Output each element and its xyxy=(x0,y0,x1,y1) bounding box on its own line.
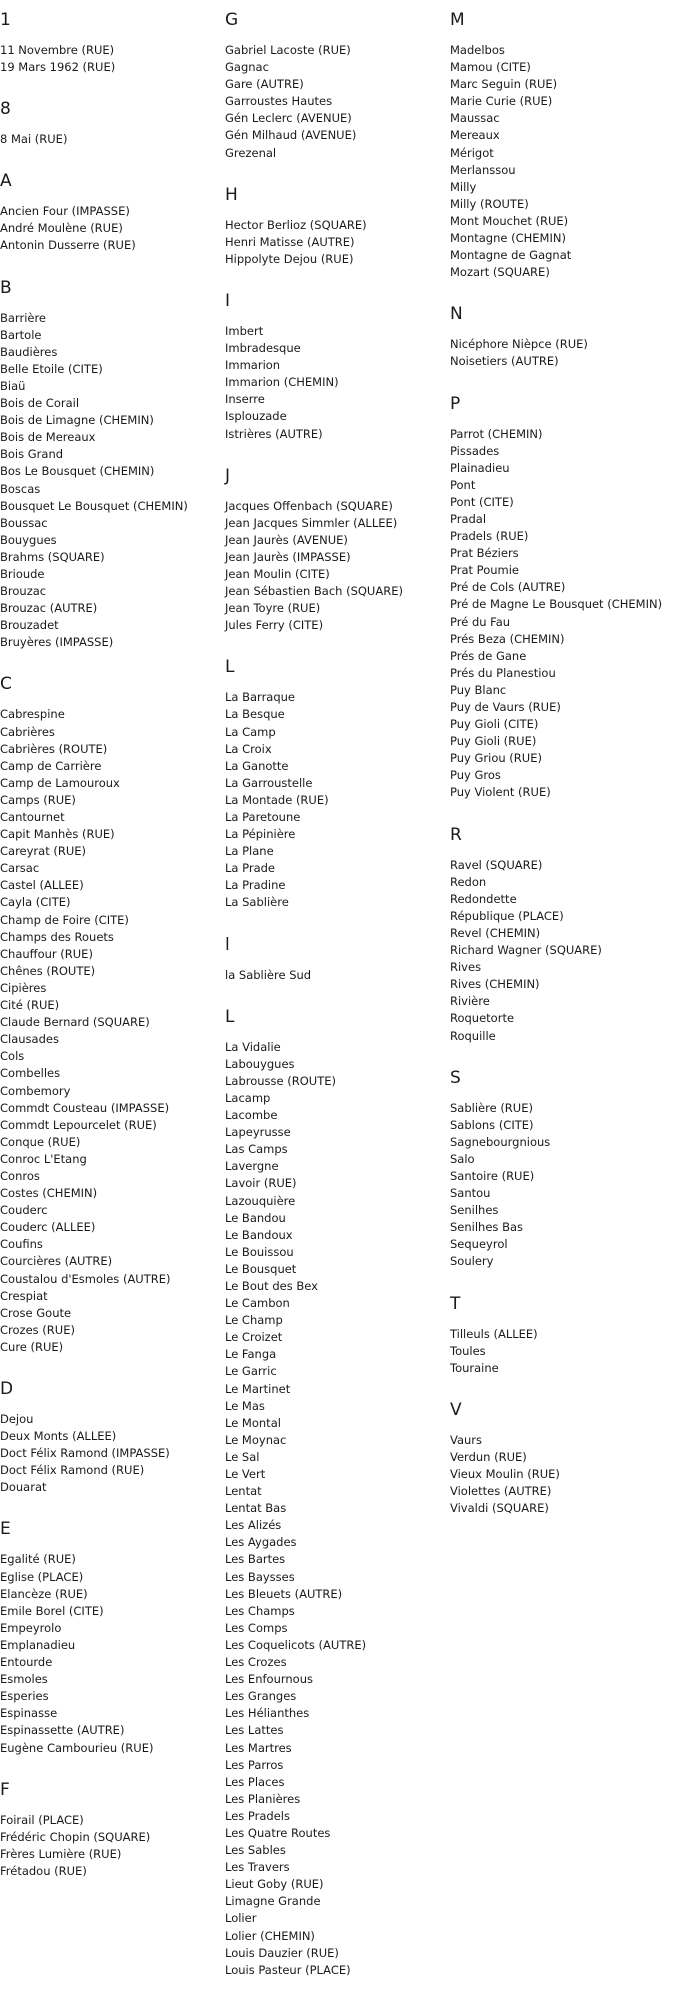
street-name: Les Crozes xyxy=(225,1655,287,1670)
street-name: Labrousse (ROUTE) xyxy=(225,1073,336,1088)
street-name: Bois de Mereaux xyxy=(0,430,96,445)
street-name: Pradels (RUE) xyxy=(450,529,529,544)
street-name: Puy Gros xyxy=(450,768,501,783)
street-name: Esmoles xyxy=(0,1672,48,1687)
street-name: Grezenal xyxy=(225,145,277,160)
street-name: Crozes (RUE) xyxy=(0,1322,75,1337)
street-name: Les Martres xyxy=(225,1740,292,1755)
letter-group xyxy=(225,657,445,911)
street-name: Maussac xyxy=(450,111,500,126)
letter-heading: 1 xyxy=(0,10,11,30)
street-name: Baudières xyxy=(0,344,58,359)
street-name: Emile Borel (CITE) xyxy=(0,1603,104,1618)
street-name: Prat Béziers xyxy=(450,546,519,561)
street-name: Le Bandou xyxy=(225,1210,286,1225)
street-name: Les Pradels xyxy=(225,1808,290,1823)
street-name: Soulery xyxy=(450,1254,494,1269)
letter-group xyxy=(450,1400,670,1517)
street-name: Les Granges xyxy=(225,1689,297,1704)
street-name: Les Alizés xyxy=(225,1518,282,1533)
letter-group xyxy=(450,1068,670,1271)
street-name: Coufins xyxy=(0,1237,43,1252)
street-name: Sequeyrol xyxy=(450,1237,508,1252)
street-name: Immarion (CHEMIN) xyxy=(225,375,339,390)
street-name: Bois de Limagne (CHEMIN) xyxy=(0,413,154,428)
street-name: Le Bout des Bex xyxy=(225,1278,318,1293)
street-name: La Camp xyxy=(225,724,276,739)
street-name: Le Croizet xyxy=(225,1330,283,1345)
street-name: Gagnac xyxy=(225,60,269,75)
street-name: Gén Milhaud (AVENUE) xyxy=(225,128,357,143)
street-name: La Montade (RUE) xyxy=(225,792,329,807)
street-name: Le Moynac xyxy=(225,1432,287,1447)
street-name: Champs des Rouets xyxy=(0,929,114,944)
street-name: Le Martinet xyxy=(225,1381,291,1396)
street-name: Dejou xyxy=(0,1412,34,1426)
street-name: La Paretoune xyxy=(225,810,301,824)
street-name: La Ganotte xyxy=(225,758,289,773)
street-name: Puy Violent (RUE) xyxy=(450,785,551,800)
street-name: Jean Jaurès (IMPASSE) xyxy=(225,549,351,564)
street-name: Les Aygades xyxy=(225,1535,297,1550)
street-name: Frétadou (RUE) xyxy=(0,1863,87,1878)
letter-heading: L xyxy=(225,657,235,678)
street-name: Prés Beza (CHEMIN) xyxy=(450,631,565,646)
street-name: Emplanadieu xyxy=(0,1637,76,1652)
street-name: Le Fanga xyxy=(225,1347,277,1362)
street-name: Deux Monts (ALLEE) xyxy=(0,1429,117,1444)
street-name: Cantournet xyxy=(0,810,65,824)
street-name: Puy de Vaurs (RUE) xyxy=(450,700,561,714)
street-name: Ancien Four (IMPASSE) xyxy=(0,204,130,219)
street-name: Capit Manhès (RUE) xyxy=(0,827,115,842)
street-name: Jean Jacques Simmler (ALLEE) xyxy=(225,515,398,530)
letter-group xyxy=(225,10,445,162)
street-name: Le Garric xyxy=(225,1364,277,1379)
letter-heading: C xyxy=(0,674,12,695)
street-name: Le Vert xyxy=(225,1467,266,1481)
street-name: Gare (AUTRE) xyxy=(225,77,304,92)
letter-heading: l xyxy=(225,934,230,955)
letter-heading: H xyxy=(225,184,238,205)
letter-heading: T xyxy=(450,1293,461,1314)
street-name: Vaurs xyxy=(450,1432,483,1447)
street-name: Cabrières xyxy=(0,724,55,739)
street-name: Sablière (RUE) xyxy=(450,1100,533,1115)
street-name: Richard Wagner (SQUARE) xyxy=(450,943,602,958)
street-name: la Sablière Sud xyxy=(225,967,312,982)
letter-heading: J xyxy=(225,465,231,486)
street-name: Cité (RUE) xyxy=(0,998,60,1013)
street-name: Chênes (ROUTE) xyxy=(0,963,96,978)
street-name: Redon xyxy=(450,874,487,889)
street-name: Espinasse xyxy=(0,1706,58,1721)
street-name: Eugène Cambourieu (RUE) xyxy=(0,1740,154,1755)
street-name: Mont Mouchet (RUE) xyxy=(450,213,569,228)
street-column-2 xyxy=(225,10,445,2002)
letter-heading: F xyxy=(0,1779,10,1800)
street-name: Jean Moulin (CITE) xyxy=(225,566,330,581)
letter-heading: R xyxy=(450,824,462,845)
street-name: La Garroustelle xyxy=(225,775,313,790)
street-name: Cayla (CITE) xyxy=(0,895,71,910)
street-name: Belle Etoile (CITE) xyxy=(0,361,103,376)
street-name: Les Hélianthes xyxy=(225,1706,310,1721)
street-name: Garroustes Hautes xyxy=(225,94,333,109)
street-name: Careyrat (RUE) xyxy=(0,844,87,859)
street-name: Istrières (AUTRE) xyxy=(225,426,323,441)
street-name: Roquetorte xyxy=(450,1011,515,1026)
street-name: Salo xyxy=(450,1151,475,1166)
letter-group xyxy=(450,304,670,370)
street-name: Gabriel Lacoste (RUE) xyxy=(225,43,351,57)
street-name: Commdt Lepourcelet (RUE) xyxy=(0,1117,157,1132)
street-name: Brouzac (AUTRE) xyxy=(0,601,98,616)
letter-group xyxy=(450,394,670,802)
street-name: Cipières xyxy=(0,980,47,995)
street-name: Sagnebourgnious xyxy=(450,1134,551,1149)
street-column-3 xyxy=(450,10,670,1540)
street-name: Le Sal xyxy=(225,1449,260,1464)
street-name: Louis Pasteur (PLACE) xyxy=(225,1962,351,1977)
street-name: Lacamp xyxy=(225,1090,271,1105)
street-name: Senilhes xyxy=(450,1203,499,1218)
letter-group xyxy=(225,185,445,268)
street-name: Coustalou d'Esmoles (AUTRE) xyxy=(0,1271,171,1286)
letter-group xyxy=(0,278,220,652)
street-name: Puy Gioli (RUE) xyxy=(450,734,537,749)
street-name: Combelles xyxy=(0,1066,61,1081)
street-name: Henri Matisse (AUTRE) xyxy=(225,234,355,249)
street-name: Elancèze (RUE) xyxy=(0,1586,88,1601)
letter-group xyxy=(225,935,445,984)
street-name: Les Places xyxy=(225,1774,285,1789)
street-name: Douarat xyxy=(0,1480,47,1495)
street-name: Vivaldi (SQUARE) xyxy=(450,1501,549,1516)
street-name: Redondette xyxy=(450,891,517,906)
street-name: Camp de Lamouroux xyxy=(0,775,120,790)
street-name: Mamou (CITE) xyxy=(450,60,531,75)
street-name: Prat Poumie xyxy=(450,563,519,578)
street-name: 8 Mai (RUE) xyxy=(0,132,68,147)
street-name: Prés de Gane xyxy=(450,648,527,663)
street-name: La Pradine xyxy=(225,878,286,893)
street-name: Puy Blanc xyxy=(450,682,507,697)
street-name: Frères Lumière (RUE) xyxy=(0,1846,122,1861)
street-name: La Pépinière xyxy=(225,827,296,842)
street-name: Rives xyxy=(450,960,482,975)
street-name: Conros xyxy=(0,1168,40,1183)
street-name: Crose Goute xyxy=(0,1305,72,1320)
street-name: Marc Seguin (RUE) xyxy=(450,77,558,92)
street-name: Sablons (CITE) xyxy=(450,1117,534,1132)
street-name: Conroc L'Etang xyxy=(0,1151,87,1166)
street-name: Brouzadet xyxy=(0,618,59,633)
street-name: Doct Félix Ramond (IMPASSE) xyxy=(0,1446,170,1461)
street-name: Les Coquelicots (AUTRE) xyxy=(225,1637,367,1652)
street-name: Les Bleuets (AUTRE) xyxy=(225,1586,343,1601)
street-name: La Prade xyxy=(225,861,275,876)
street-name: Le Montal xyxy=(225,1415,281,1430)
letter-group xyxy=(0,99,220,148)
street-name: Gén Leclerc (AVENUE) xyxy=(225,111,352,126)
street-name: Les Quatre Routes xyxy=(225,1825,331,1840)
street-name: Couderc (ALLEE) xyxy=(0,1220,96,1235)
street-name: Les Planières xyxy=(225,1791,301,1806)
street-name: Lavergne xyxy=(225,1159,279,1174)
street-name: Les Travers xyxy=(225,1860,290,1875)
street-name: Esperies xyxy=(0,1689,49,1704)
street-name: Brouzac xyxy=(0,584,47,599)
street-name: Jules Ferry (CITE) xyxy=(225,618,324,633)
street-name: Tilleuls (ALLEE) xyxy=(450,1326,538,1341)
street-name: Boscas xyxy=(0,481,41,496)
street-name: Le Bousquet xyxy=(225,1261,297,1276)
street-name: Les Enfournous xyxy=(225,1672,313,1687)
street-name: Pradal xyxy=(450,511,487,526)
street-name: La Vidalie xyxy=(225,1039,281,1054)
letter-heading: V xyxy=(450,1399,462,1420)
street-name: Eglise (PLACE) xyxy=(0,1569,84,1584)
street-name: Cure (RUE) xyxy=(0,1339,64,1354)
street-name: Rivière xyxy=(450,994,490,1009)
street-name: Noisetiers (AUTRE) xyxy=(450,354,559,369)
letter-group xyxy=(0,10,220,76)
letter-heading: N xyxy=(450,304,463,325)
street-name: Lapeyrusse xyxy=(225,1125,291,1140)
street-name: Pont (CITE) xyxy=(450,494,514,509)
street-name: Bouygues xyxy=(0,532,57,547)
street-name: Le Champ xyxy=(225,1313,283,1328)
street-column-1 xyxy=(0,10,220,1903)
street-name: Mozart (SQUARE) xyxy=(450,265,550,280)
letter-group xyxy=(0,1379,220,1496)
street-name: Brahms (SQUARE) xyxy=(0,549,105,564)
street-name: Clausades xyxy=(0,1032,59,1047)
street-name: Entourde xyxy=(0,1655,53,1670)
street-name: Imbert xyxy=(225,323,264,338)
letter-heading: G xyxy=(225,10,239,30)
street-name: La Barraque xyxy=(225,690,296,705)
street-name: Montagne (CHEMIN) xyxy=(450,231,566,246)
street-name: Cols xyxy=(0,1049,25,1064)
letter-heading: D xyxy=(0,1379,14,1399)
letter-heading: E xyxy=(0,1519,11,1540)
street-name: Les Champs xyxy=(225,1603,295,1618)
street-name: République (PLACE) xyxy=(450,908,564,923)
street-name: Bois Grand xyxy=(0,447,64,462)
letter-group xyxy=(0,674,220,1356)
street-name: Les Lattes xyxy=(225,1723,284,1738)
letter-group xyxy=(225,291,445,443)
street-name: Touraine xyxy=(450,1360,499,1375)
letter-heading: L xyxy=(225,1006,235,1027)
letter-heading: 8 xyxy=(0,99,11,120)
street-name: Pré du Fau xyxy=(450,614,511,629)
street-name: Bartole xyxy=(0,327,42,342)
street-name: Mérigot xyxy=(450,145,494,160)
street-name: Montagne de Gagnat xyxy=(450,248,572,263)
letter-group xyxy=(450,10,670,281)
letter-heading: I xyxy=(225,290,231,311)
street-name: Barrière xyxy=(0,310,47,325)
street-name: La Croix xyxy=(225,741,272,756)
street-name: Bos Le Bousquet (CHEMIN) xyxy=(0,464,155,479)
street-name: La Plane xyxy=(225,844,274,859)
street-name: Jean Toyre (RUE) xyxy=(225,601,321,616)
street-name: Le Bandoux xyxy=(225,1227,293,1242)
street-name: Milly xyxy=(450,179,477,194)
street-name: Limagne Grande xyxy=(225,1894,321,1909)
letter-heading: M xyxy=(450,10,465,30)
street-name: Toules xyxy=(450,1343,486,1358)
street-name: Jacques Offenbach (SQUARE) xyxy=(225,498,393,513)
street-name: Boussac xyxy=(0,515,48,530)
street-name: Vieux Moulin (RUE) xyxy=(450,1467,560,1481)
street-name: Carsac xyxy=(0,861,40,876)
street-name: Le Bouissou xyxy=(225,1244,294,1259)
street-name: Pissades xyxy=(450,443,500,458)
street-name: Antonin Dusserre (RUE) xyxy=(0,238,136,253)
street-name: Foirail (PLACE) xyxy=(0,1812,84,1827)
street-name: Pont xyxy=(450,477,476,492)
street-name: Prés du Planestiou xyxy=(450,665,556,680)
street-name: Bois de Corail xyxy=(0,396,80,411)
street-name: Combemory xyxy=(0,1083,71,1098)
street-name: Cabrières (ROUTE) xyxy=(0,741,108,756)
street-name: Senilhes Bas xyxy=(450,1220,523,1235)
letter-group xyxy=(450,1294,670,1377)
street-name: Jean Jaurès (AVENUE) xyxy=(225,532,348,547)
street-name: Verdun (RUE) xyxy=(450,1449,527,1464)
street-name: Lentat Bas xyxy=(225,1501,287,1516)
street-name: Milly (ROUTE) xyxy=(450,196,529,211)
street-name: Lolier (CHEMIN) xyxy=(225,1928,315,1943)
street-name: Rives (CHEMIN) xyxy=(450,977,540,992)
street-name: Bruyères (IMPASSE) xyxy=(0,635,114,650)
street-name: Costes (CHEMIN) xyxy=(0,1186,98,1201)
street-name: Puy Griou (RUE) xyxy=(450,751,542,766)
street-name: Santoire (RUE) xyxy=(450,1168,535,1183)
street-name: Lacombe xyxy=(225,1108,278,1123)
street-name: Claude Bernard (SQUARE) xyxy=(0,1015,150,1030)
letter-group xyxy=(225,466,445,635)
street-name: Imbradesque xyxy=(225,341,301,356)
street-name: Le Mas xyxy=(225,1398,265,1413)
street-name: Crespiat xyxy=(0,1288,48,1303)
street-name: Les Sables xyxy=(225,1843,286,1858)
street-name: Jean Sébastien Bach (SQUARE) xyxy=(225,584,403,599)
street-name: Chauffour (RUE) xyxy=(0,946,93,961)
letter-heading: P xyxy=(450,393,461,414)
street-name: Commdt Cousteau (IMPASSE) xyxy=(0,1100,170,1115)
street-name: Plainadieu xyxy=(450,460,510,475)
street-name: Doct Félix Ramond (RUE) xyxy=(0,1463,145,1478)
street-name: Hector Berlioz (SQUARE) xyxy=(225,217,367,232)
street-name: Le Cambon xyxy=(225,1296,290,1311)
street-name: Castel (ALLEE) xyxy=(0,878,84,893)
street-name: Madelbos xyxy=(450,43,505,57)
street-name: Les Bartes xyxy=(225,1552,286,1567)
street-name: Lolier xyxy=(225,1911,257,1926)
letter-heading: B xyxy=(0,277,12,298)
street-name: La Besque xyxy=(225,707,285,722)
street-name: André Moulène (RUE) xyxy=(0,221,123,236)
street-name: Pré de Magne Le Bousquet (CHEMIN) xyxy=(450,597,663,612)
street-name: Les Comps xyxy=(225,1620,288,1635)
street-name: Couderc xyxy=(0,1203,48,1218)
letter-heading: S xyxy=(450,1067,461,1088)
street-name: Puy Gioli (CITE) xyxy=(450,717,539,732)
street-name: Marie Curie (RUE) xyxy=(450,94,553,109)
street-name: Inserre xyxy=(225,392,265,407)
street-name: Lentat xyxy=(225,1484,262,1499)
street-name: Les Baysses xyxy=(225,1569,295,1584)
street-name: Camp de Carrière xyxy=(0,758,102,773)
street-name: Les Parros xyxy=(225,1757,284,1772)
street-name: Revel (CHEMIN) xyxy=(450,925,541,940)
street-name: Cabrespine xyxy=(0,707,65,722)
street-name: Egalité (RUE) xyxy=(0,1552,76,1567)
street-name: Las Camps xyxy=(225,1142,288,1157)
street-name: Lieut Goby (RUE) xyxy=(225,1877,324,1892)
street-name: Camps (RUE) xyxy=(0,792,76,807)
street-name: Santou xyxy=(450,1186,491,1201)
street-name: Labouygues xyxy=(225,1056,295,1071)
street-name: Isplouzade xyxy=(225,409,287,424)
street-name: Bousquet Le Bousquet (CHEMIN) xyxy=(0,498,188,513)
letter-group xyxy=(450,825,670,1045)
street-name: Roquille xyxy=(450,1028,496,1043)
street-name: Frédéric Chopin (SQUARE) xyxy=(0,1829,151,1844)
street-name: 19 Mars 1962 (RUE) xyxy=(0,60,116,75)
street-name: Ravel (SQUARE) xyxy=(450,857,543,872)
street-name: Merlanssou xyxy=(450,162,516,177)
street-name: Empeyrolo xyxy=(0,1620,62,1635)
street-name: 11 Novembre (RUE) xyxy=(0,43,115,57)
street-name: Nicéphore Nièpce (RUE) xyxy=(450,337,588,352)
street-name: Louis Dauzier (RUE) xyxy=(225,1945,339,1960)
letter-group xyxy=(0,1519,220,1756)
street-name: Lazouquière xyxy=(225,1193,296,1208)
street-name: Conque (RUE) xyxy=(0,1134,81,1149)
letter-group xyxy=(0,1780,220,1880)
street-name: Champ de Foire (CITE) xyxy=(0,912,129,927)
street-name: Immarion xyxy=(225,358,281,373)
street-name: Lavoir (RUE) xyxy=(225,1176,297,1191)
street-name: Hippolyte Dejou (RUE) xyxy=(225,251,354,266)
street-name: Biaü xyxy=(0,378,26,393)
street-name: Violettes (AUTRE) xyxy=(450,1484,552,1499)
street-name: Espinassette (AUTRE) xyxy=(0,1723,125,1738)
letter-heading: A xyxy=(0,171,12,192)
letter-group xyxy=(225,1007,445,1979)
street-name: La Sablière xyxy=(225,895,289,910)
street-name: Brioude xyxy=(0,566,45,581)
street-name: Pré de Cols (AUTRE) xyxy=(450,580,566,595)
street-name: Parrot (CHEMIN) xyxy=(450,426,543,441)
letter-group xyxy=(0,171,220,254)
street-name: Courcières (AUTRE) xyxy=(0,1254,113,1269)
street-name: Mereaux xyxy=(450,128,500,143)
